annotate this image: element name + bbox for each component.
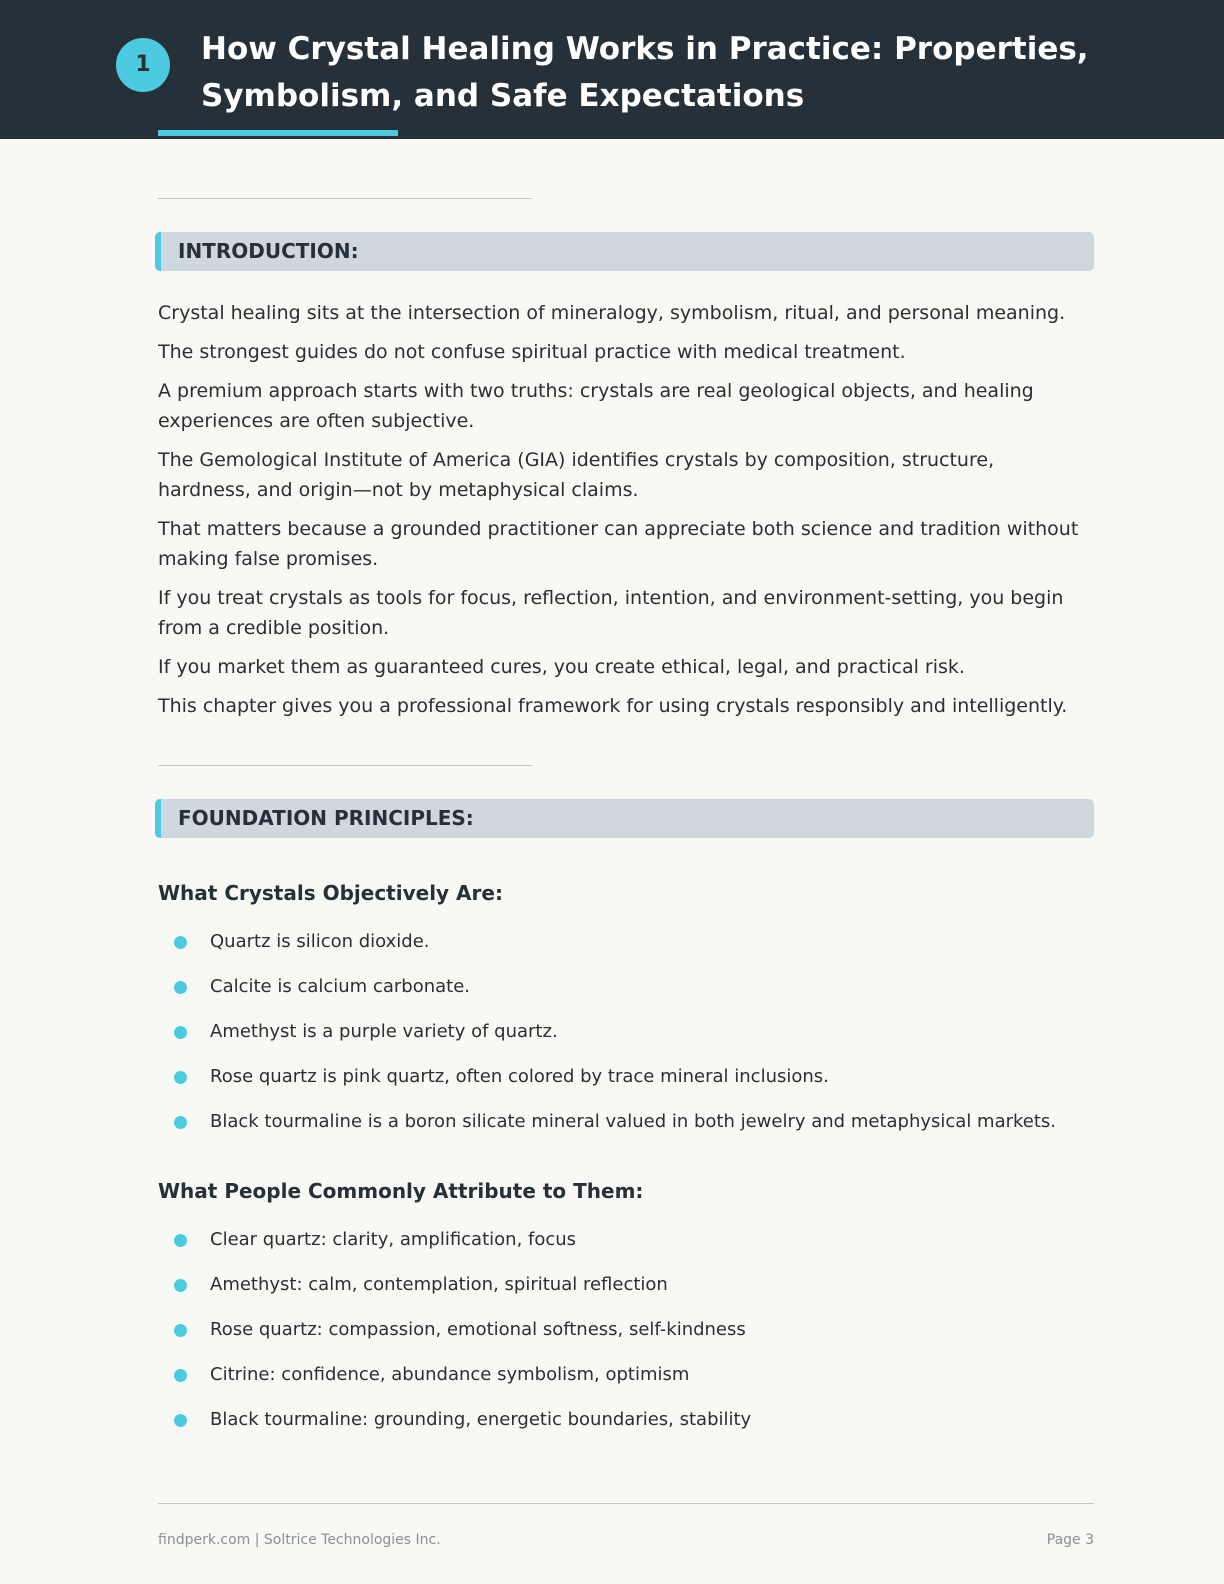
page-number: Page 3 <box>1046 1532 1094 1548</box>
paragraph: If you market them as guaranteed cures, you create ethical, legal, and practical risk. <box>158 656 965 678</box>
chapter-header <box>0 0 1224 139</box>
paragraph: This chapter gives you a professional framework for using crystals responsibly and intelligently. <box>158 695 1068 717</box>
section-heading-bar <box>155 232 1094 271</box>
list-item-text: Amethyst is a purple variety of quartz. <box>210 1021 558 1042</box>
subsection-title-objective: What Crystals Objectively Are: <box>158 881 503 905</box>
section-heading-bar <box>155 799 1094 838</box>
bullet-dot-icon <box>174 1116 187 1129</box>
paragraph: A premium approach starts with two truths: crystals are real geological objects, and healing experiences are often subjective. <box>158 380 1034 432</box>
bullet-dot-icon <box>174 936 187 949</box>
section-divider <box>158 765 532 766</box>
list-item <box>174 1407 1094 1452</box>
bullet-dot-icon <box>174 981 187 994</box>
list-item <box>174 929 1094 974</box>
list-item <box>174 1064 1094 1109</box>
list-item <box>174 1317 1094 1362</box>
footer-divider <box>158 1503 1094 1504</box>
list-item-text: Calcite is calcium carbonate. <box>210 976 470 997</box>
list-item-text: Rose quartz: compassion, emotional softness, self-kindness <box>210 1319 746 1340</box>
bullet-list-attributed <box>174 1227 1094 1452</box>
list-item-text: Black tourmaline is a boron silicate mineral valued in both jewelry and metaphysical markets. <box>210 1111 1057 1132</box>
list-item <box>174 1227 1094 1272</box>
bullet-dot-icon <box>174 1369 187 1382</box>
title-accent-underline <box>158 130 398 136</box>
list-item-text: Clear quartz: clarity, amplification, focus <box>210 1229 577 1250</box>
list-item <box>174 1272 1094 1317</box>
list-item <box>174 974 1094 1019</box>
list-item <box>174 1109 1094 1154</box>
list-item-text: Citrine: confidence, abundance symbolism, optimism <box>210 1364 690 1385</box>
bullet-dot-icon <box>174 1279 187 1292</box>
chapter-title: How Crystal Healing Works in Practice: Properties, Symbolism, and Safe Expectations <box>201 31 1089 114</box>
section-heading-introduction: INTRODUCTION: <box>178 239 359 263</box>
section-divider <box>158 198 532 199</box>
paragraph: If you treat crystals as tools for focus, reflection, intention, and environment-setting, you begin from a credible position. <box>158 587 1064 639</box>
subsection-title-attributed: What People Commonly Attribute to Them: <box>158 1179 644 1203</box>
bullet-dot-icon <box>174 1026 187 1039</box>
list-item-text: Black tourmaline: grounding, energetic boundaries, stability <box>210 1409 752 1430</box>
list-item-text: Amethyst: calm, contemplation, spiritual reflection <box>210 1274 668 1295</box>
footer-source: findperk.com | Soltrice Technologies Inc. <box>158 1532 441 1548</box>
bullet-list-objective <box>174 929 1094 1154</box>
paragraph: That matters because a grounded practitioner can appreciate both science and tradition without making false promises. <box>158 518 1079 570</box>
list-item <box>174 1019 1094 1064</box>
bullet-dot-icon <box>174 1234 187 1247</box>
paragraph: Crystal healing sits at the intersection of mineralogy, symbolism, ritual, and personal meaning. <box>158 302 1066 324</box>
list-item-text: Quartz is silicon dioxide. <box>210 931 430 952</box>
paragraph: The strongest guides do not confuse spiritual practice with medical treatment. <box>158 341 906 363</box>
bullet-dot-icon <box>174 1324 187 1337</box>
bullet-dot-icon <box>174 1071 187 1084</box>
list-item <box>174 1362 1094 1407</box>
chapter-number-badge: 1 <box>116 38 170 92</box>
paragraph: The Gemological Institute of America (GIA) identifies crystals by composition, structure, hardness, and origin—not by metaphysical claims. <box>158 449 995 501</box>
list-item-text: Rose quartz is pink quartz, often colored by trace mineral inclusions. <box>210 1066 829 1087</box>
section-heading-foundation-principles: FOUNDATION PRINCIPLES: <box>178 806 474 830</box>
introduction-body <box>158 298 1088 730</box>
bullet-dot-icon <box>174 1414 187 1427</box>
